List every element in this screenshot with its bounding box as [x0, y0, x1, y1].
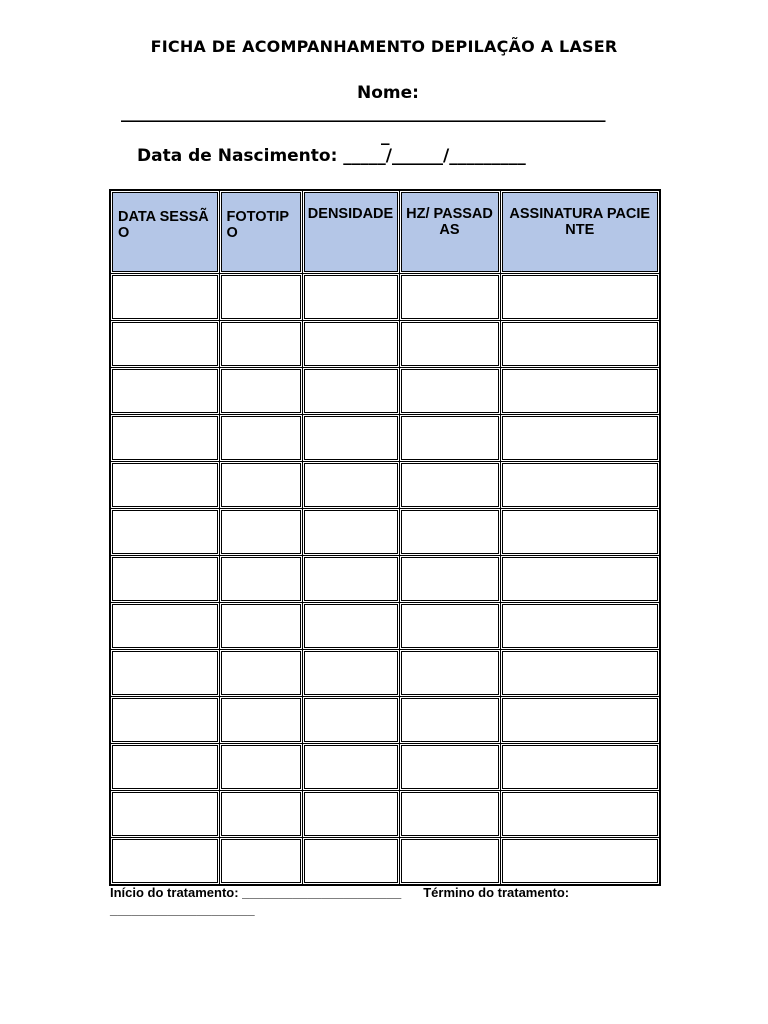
- cell-fototipo[interactable]: [219, 697, 302, 744]
- cell-densidade[interactable]: [302, 415, 399, 462]
- cell-data-sessao[interactable]: [110, 321, 219, 368]
- table-row: [110, 744, 660, 791]
- cell-fototipo[interactable]: [219, 462, 302, 509]
- cell-data-sessao[interactable]: [110, 415, 219, 462]
- cell-data-sessao[interactable]: [110, 791, 219, 838]
- table-row: [110, 650, 660, 697]
- footer: [110, 884, 650, 918]
- table-row: [110, 556, 660, 603]
- cell-hz-passadas[interactable]: [399, 556, 500, 603]
- table-row: [110, 321, 660, 368]
- cell-fototipo[interactable]: [219, 415, 302, 462]
- cell-hz-passadas[interactable]: [399, 321, 500, 368]
- table-row: [110, 509, 660, 556]
- cell-hz-passadas[interactable]: [399, 462, 500, 509]
- cell-densidade[interactable]: [302, 274, 399, 321]
- cell-data-sessao[interactable]: [110, 274, 219, 321]
- cell-fototipo[interactable]: [219, 556, 302, 603]
- cell-densidade[interactable]: [302, 791, 399, 838]
- cell-fototipo[interactable]: [219, 368, 302, 415]
- cell-fototipo[interactable]: [219, 603, 302, 650]
- name-field-line-wrap: _: [381, 126, 390, 146]
- header-fototipo: FOTOTIPO: [219, 190, 302, 274]
- cell-densidade[interactable]: [302, 368, 399, 415]
- table-row: [110, 791, 660, 838]
- cell-densidade[interactable]: [302, 744, 399, 791]
- cell-assinatura[interactable]: [500, 650, 660, 697]
- cell-data-sessao[interactable]: [110, 650, 219, 697]
- cell-hz-passadas[interactable]: [399, 509, 500, 556]
- table-row: [110, 462, 660, 509]
- cell-hz-passadas[interactable]: [399, 697, 500, 744]
- cell-data-sessao[interactable]: [110, 838, 219, 886]
- treatment-end-field[interactable]: ____________________: [110, 902, 255, 917]
- document-title: FICHA DE ACOMPANHAMENTO DEPILAÇÃO A LASER: [150, 37, 618, 56]
- cell-assinatura[interactable]: [500, 368, 660, 415]
- cell-assinatura[interactable]: [500, 791, 660, 838]
- cell-hz-passadas[interactable]: [399, 791, 500, 838]
- table-row: [110, 697, 660, 744]
- cell-densidade[interactable]: [302, 462, 399, 509]
- table-row: [110, 603, 660, 650]
- cell-hz-passadas[interactable]: [399, 415, 500, 462]
- treatment-start-field[interactable]: Início do tratamento: ______________________: [110, 885, 402, 900]
- cell-assinatura[interactable]: [500, 697, 660, 744]
- cell-hz-passadas[interactable]: [399, 368, 500, 415]
- cell-fototipo[interactable]: [219, 791, 302, 838]
- table-row: [110, 274, 660, 321]
- cell-densidade[interactable]: [302, 509, 399, 556]
- table-body: [110, 274, 660, 886]
- header-assinatura-paciente: ASSINATURA PACIENTE: [500, 190, 660, 274]
- cell-assinatura[interactable]: [500, 321, 660, 368]
- cell-assinatura[interactable]: [500, 556, 660, 603]
- treatment-end-label: Término do tratamento:: [423, 885, 570, 900]
- cell-fototipo[interactable]: [219, 274, 302, 321]
- table-row: [110, 368, 660, 415]
- table-row: [110, 415, 660, 462]
- sessions-table: [109, 189, 661, 886]
- cell-data-sessao[interactable]: [110, 556, 219, 603]
- cell-hz-passadas[interactable]: [399, 650, 500, 697]
- cell-assinatura[interactable]: [500, 462, 660, 509]
- header-densidade: DENSIDADE: [302, 190, 399, 274]
- cell-assinatura[interactable]: [500, 744, 660, 791]
- cell-fototipo[interactable]: [219, 744, 302, 791]
- name-label: Nome:: [357, 83, 419, 103]
- cell-densidade[interactable]: [302, 321, 399, 368]
- cell-fototipo[interactable]: [219, 650, 302, 697]
- cell-data-sessao[interactable]: [110, 509, 219, 556]
- cell-hz-passadas[interactable]: [399, 744, 500, 791]
- cell-hz-passadas[interactable]: [399, 838, 500, 886]
- cell-fototipo[interactable]: [219, 838, 302, 886]
- cell-densidade[interactable]: [302, 603, 399, 650]
- cell-assinatura[interactable]: [500, 274, 660, 321]
- cell-densidade[interactable]: [302, 838, 399, 886]
- cell-data-sessao[interactable]: [110, 603, 219, 650]
- cell-data-sessao[interactable]: [110, 368, 219, 415]
- cell-data-sessao[interactable]: [110, 697, 219, 744]
- cell-densidade[interactable]: [302, 650, 399, 697]
- cell-densidade[interactable]: [302, 697, 399, 744]
- cell-data-sessao[interactable]: [110, 462, 219, 509]
- header-data-sessao: DATA SESSÃO: [110, 190, 219, 274]
- cell-densidade[interactable]: [302, 556, 399, 603]
- name-field-line[interactable]: _________________________________________________________: [121, 103, 606, 123]
- cell-hz-passadas[interactable]: [399, 603, 500, 650]
- table-row: [110, 838, 660, 886]
- cell-hz-passadas[interactable]: [399, 274, 500, 321]
- cell-assinatura[interactable]: [500, 838, 660, 886]
- table-header-row: [110, 190, 660, 274]
- cell-assinatura[interactable]: [500, 415, 660, 462]
- cell-data-sessao[interactable]: [110, 744, 219, 791]
- cell-assinatura[interactable]: [500, 603, 660, 650]
- cell-assinatura[interactable]: [500, 509, 660, 556]
- birth-date-field[interactable]: Data de Nascimento: _____/______/_________: [137, 146, 526, 166]
- header-hz-passadas: HZ/ PASSADAS: [399, 190, 500, 274]
- cell-fototipo[interactable]: [219, 321, 302, 368]
- cell-fototipo[interactable]: [219, 509, 302, 556]
